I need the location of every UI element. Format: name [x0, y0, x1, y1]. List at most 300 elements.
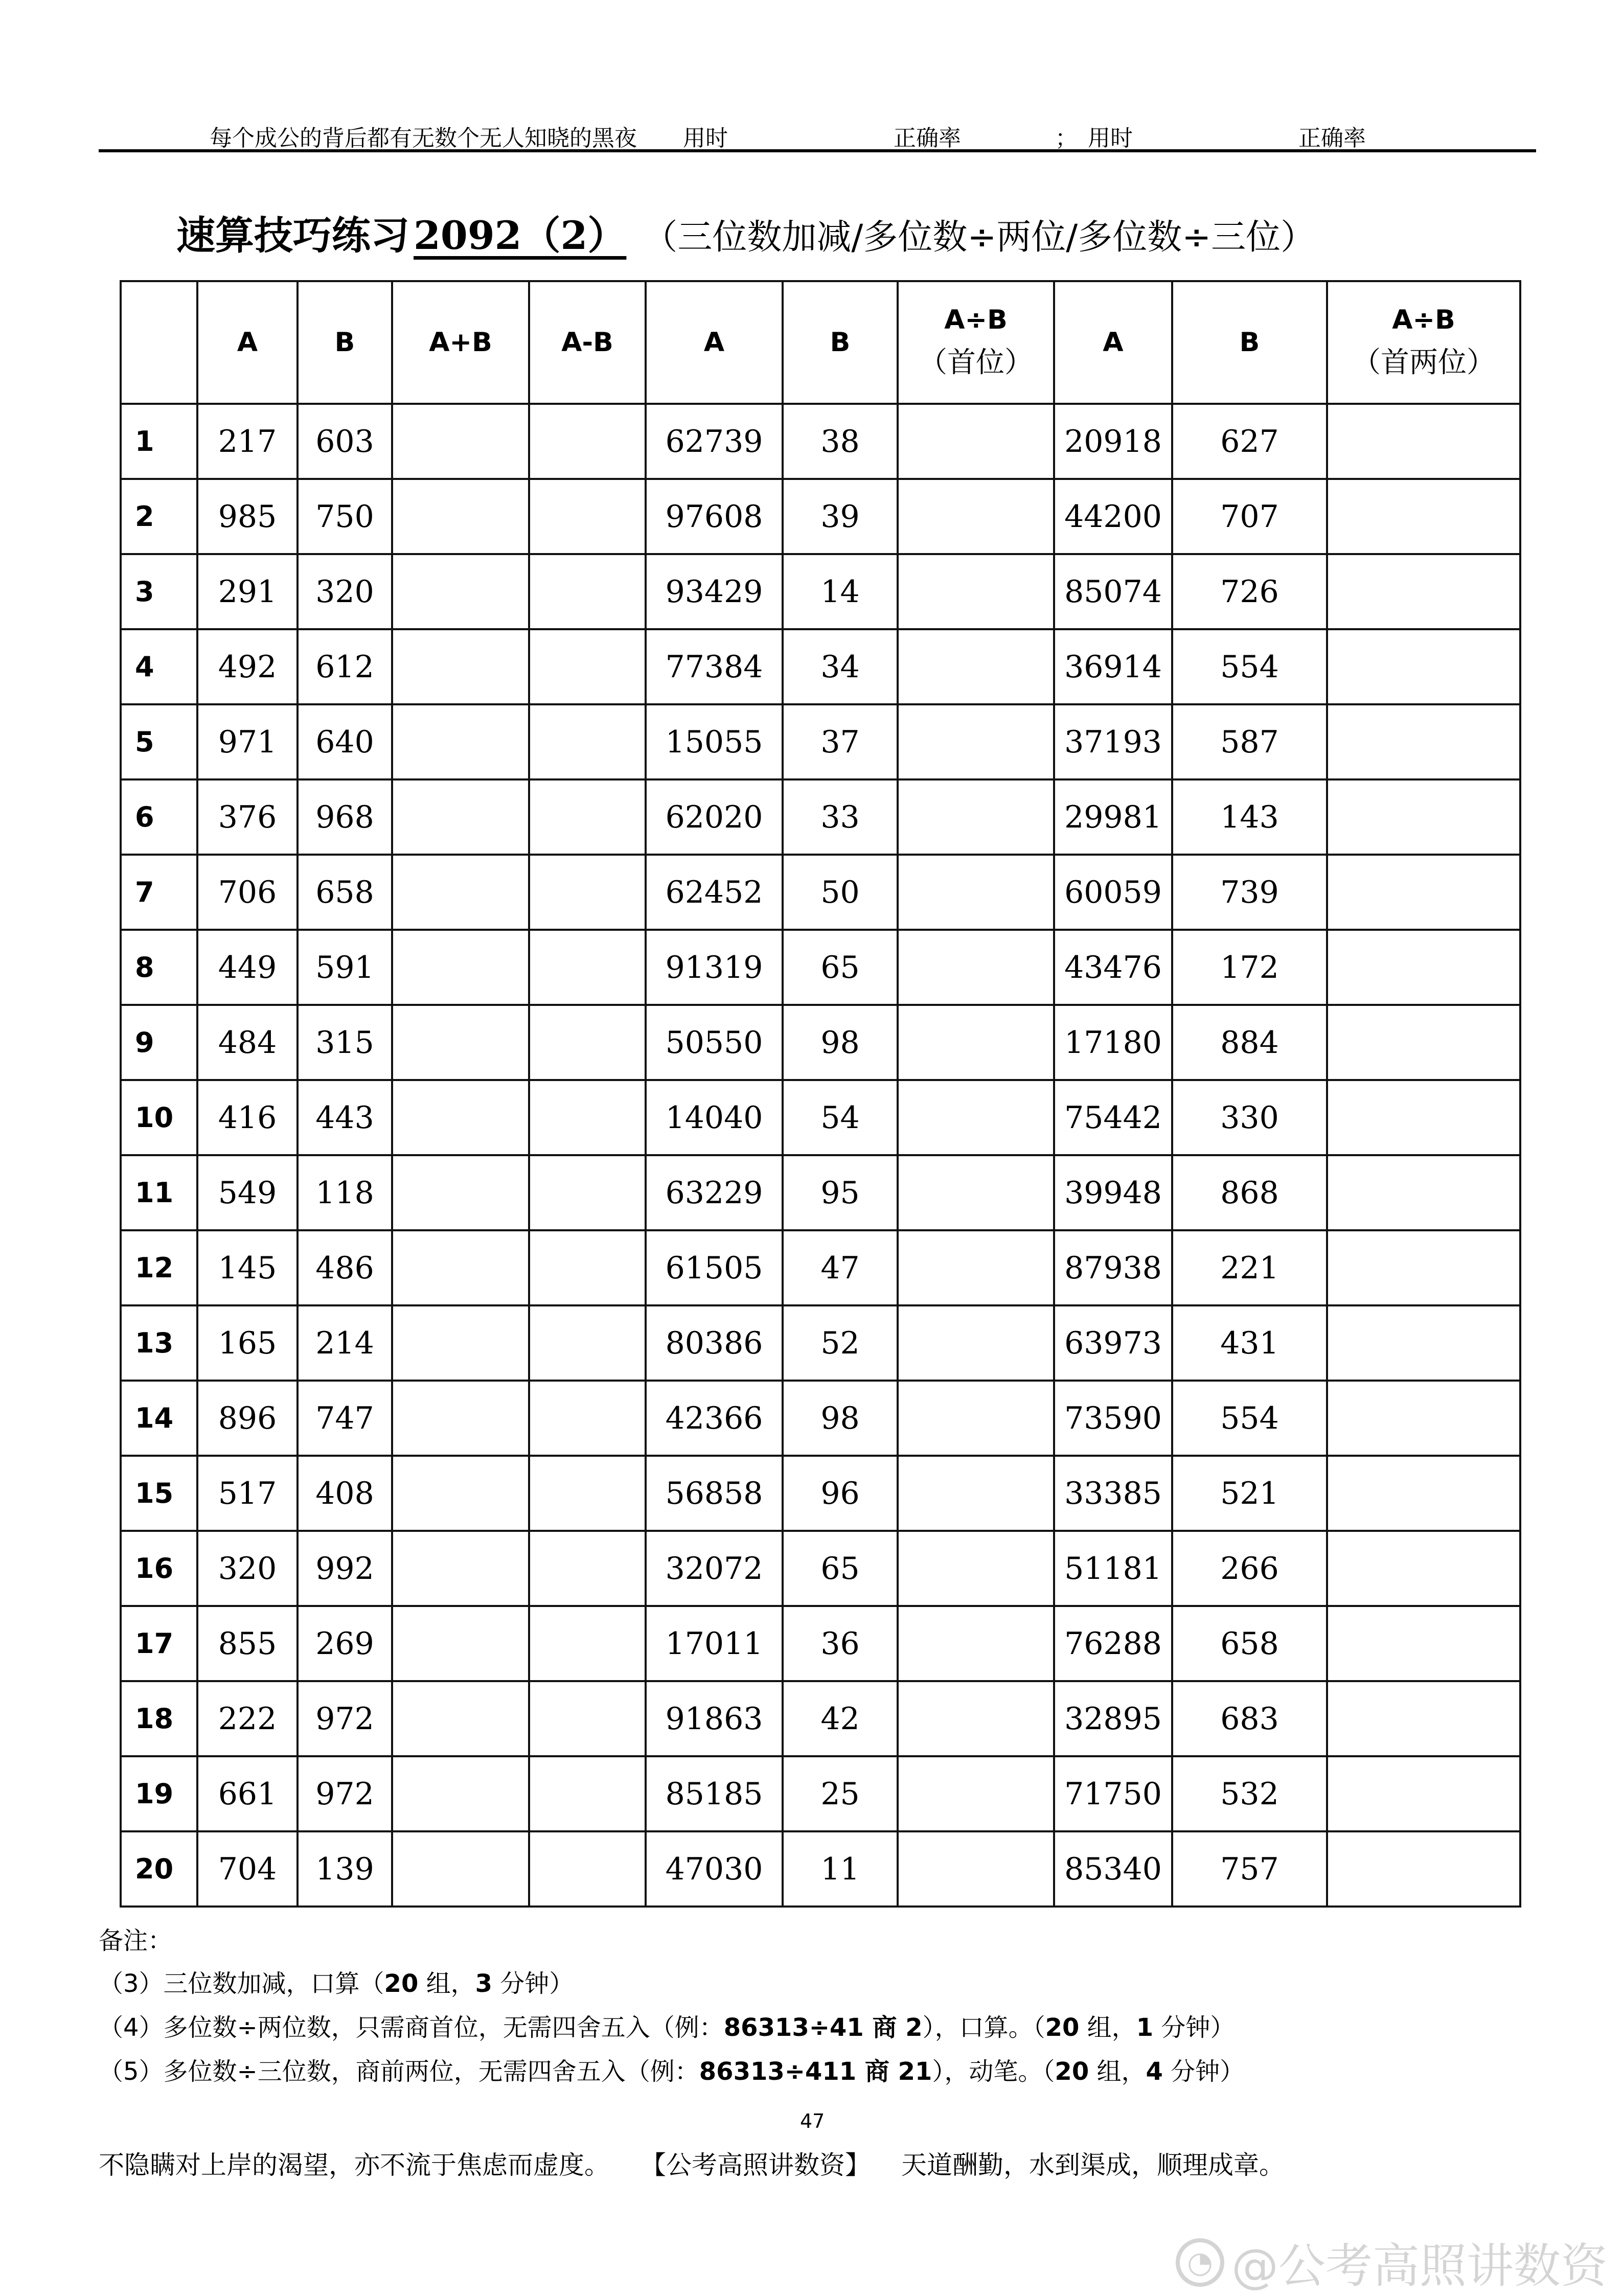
cell-g1-b: 658: [298, 855, 392, 930]
note-3-text: 组，: [418, 1969, 475, 1998]
cell-answer-div-first-digit[interactable]: [898, 1005, 1054, 1080]
cell-g1-a: 985: [197, 479, 298, 554]
cell-answer-diff[interactable]: [529, 1831, 646, 1907]
note-5-text: 组，: [1089, 2057, 1146, 2086]
cell-answer-diff[interactable]: [529, 404, 646, 479]
col-header-g2-b: B: [783, 281, 898, 404]
cell-g2-b: 37: [783, 704, 898, 779]
col-header-index: [121, 281, 197, 404]
cell-row-index: 19: [121, 1756, 197, 1831]
page-number: 47: [800, 2110, 825, 2132]
col-header-g2-div: [898, 281, 1054, 404]
cell-answer-div-first-two-digits[interactable]: [1327, 629, 1520, 704]
cell-g1-a: 492: [197, 629, 298, 704]
cell-g2-b: 11: [783, 1831, 898, 1907]
cell-answer-sum[interactable]: [392, 779, 529, 855]
table-row: [121, 1155, 1520, 1230]
cell-g3-a: 76288: [1054, 1606, 1172, 1681]
cell-answer-sum[interactable]: [392, 1155, 529, 1230]
cell-g2-b: 95: [783, 1155, 898, 1230]
cell-g2-a: 50550: [646, 1005, 783, 1080]
cell-answer-div-first-digit[interactable]: [898, 1606, 1054, 1681]
cell-g2-a: 85185: [646, 1756, 783, 1831]
cell-g3-a: 37193: [1054, 704, 1172, 779]
cell-g2-b: 39: [783, 479, 898, 554]
cell-answer-div-first-two-digits[interactable]: [1327, 779, 1520, 855]
cell-answer-diff[interactable]: [529, 1756, 646, 1831]
cell-answer-diff[interactable]: [529, 779, 646, 855]
note-3: [99, 1964, 574, 1999]
cell-answer-div-first-two-digits[interactable]: [1327, 1831, 1520, 1907]
cell-answer-diff[interactable]: [529, 1531, 646, 1606]
col-header-g2-a: A: [646, 281, 783, 404]
cell-row-index: 20: [121, 1831, 197, 1907]
cell-g1-b: 612: [298, 629, 392, 704]
table-row: [121, 1080, 1520, 1155]
cell-answer-div-first-digit[interactable]: [898, 1681, 1054, 1756]
table-row: [121, 779, 1520, 855]
cell-answer-div-first-digit[interactable]: [898, 704, 1054, 779]
cell-answer-div-first-digit[interactable]: [898, 1155, 1054, 1230]
cell-g3-a: 36914: [1054, 629, 1172, 704]
table-row: [121, 930, 1520, 1005]
cell-answer-sum[interactable]: [392, 1756, 529, 1831]
cell-g3-b: 554: [1172, 629, 1327, 704]
cell-g2-a: 14040: [646, 1080, 783, 1155]
cell-g3-a: 63973: [1054, 1305, 1172, 1381]
cell-g1-a: 145: [197, 1230, 298, 1305]
cell-answer-div-first-digit[interactable]: [898, 1831, 1054, 1907]
cell-g3-b: 521: [1172, 1456, 1327, 1531]
col-header-g3-div-label: A÷B: [1392, 305, 1455, 336]
cell-g2-a: 42366: [646, 1381, 783, 1456]
cell-g1-b: 603: [298, 404, 392, 479]
cell-row-index: 15: [121, 1456, 197, 1531]
cell-g3-b: 221: [1172, 1230, 1327, 1305]
cell-g2-a: 56858: [646, 1456, 783, 1531]
cell-row-index: 12: [121, 1230, 197, 1305]
cell-answer-div-first-two-digits[interactable]: [1327, 1606, 1520, 1681]
cell-g3-a: 20918: [1054, 404, 1172, 479]
cell-answer-diff[interactable]: [529, 1381, 646, 1456]
cell-answer-sum[interactable]: [392, 629, 529, 704]
page-footer: [99, 2145, 1315, 2182]
cell-g3-a: 44200: [1054, 479, 1172, 554]
cell-answer-sum[interactable]: [392, 1381, 529, 1456]
cell-g2-a: 91319: [646, 930, 783, 1005]
col-header-g2-div-label: A÷B: [944, 305, 1008, 336]
cell-g1-b: 486: [298, 1230, 392, 1305]
cell-answer-div-first-digit[interactable]: [898, 479, 1054, 554]
cell-answer-div-first-digit[interactable]: [898, 404, 1054, 479]
cell-g3-b: 884: [1172, 1005, 1327, 1080]
watermark-text: @公考高照讲数资: [1231, 2239, 1608, 2293]
cell-g2-b: 47: [783, 1230, 898, 1305]
cell-g3-a: 51181: [1054, 1531, 1172, 1606]
cell-g2-a: 97608: [646, 479, 783, 554]
table-row: [121, 1456, 1520, 1531]
cell-g2-b: 33: [783, 779, 898, 855]
cell-answer-diff[interactable]: [529, 1606, 646, 1681]
cell-answer-div-first-two-digits[interactable]: [1327, 1756, 1520, 1831]
cell-g1-a: 661: [197, 1756, 298, 1831]
cell-g1-a: 704: [197, 1831, 298, 1907]
cell-g2-b: 65: [783, 930, 898, 1005]
cell-g3-b: 757: [1172, 1831, 1327, 1907]
cell-answer-diff[interactable]: [529, 554, 646, 629]
cell-answer-sum[interactable]: [392, 855, 529, 930]
cell-row-index: 5: [121, 704, 197, 779]
cell-g3-b: 683: [1172, 1681, 1327, 1756]
cell-g1-b: 269: [298, 1606, 392, 1681]
cell-answer-sum[interactable]: [392, 704, 529, 779]
cell-g1-a: 855: [197, 1606, 298, 1681]
time-label-2: 用时: [1088, 125, 1133, 151]
cell-answer-div-first-digit[interactable]: [898, 1381, 1054, 1456]
cell-g3-b: 739: [1172, 855, 1327, 930]
table-row: [121, 1681, 1520, 1756]
cell-g1-a: 971: [197, 704, 298, 779]
watermark: [1176, 2229, 1608, 2296]
cell-answer-diff[interactable]: [529, 1230, 646, 1305]
cell-g2-a: 17011: [646, 1606, 783, 1681]
table-row: [121, 1381, 1520, 1456]
footer-right: 天道酬勤，水到渠成，顺理成章。: [901, 2150, 1285, 2180]
cell-g2-b: 42: [783, 1681, 898, 1756]
note-4-count: 20: [1045, 2013, 1080, 2042]
cell-answer-sum[interactable]: [392, 404, 529, 479]
cell-g3-b: 143: [1172, 779, 1327, 855]
cell-g1-b: 118: [298, 1155, 392, 1230]
cell-g3-a: 43476: [1054, 930, 1172, 1005]
cell-g2-b: 52: [783, 1305, 898, 1381]
col-header-g1-b: B: [298, 281, 392, 404]
cell-g1-a: 549: [197, 1155, 298, 1230]
practice-table: [120, 280, 1521, 1908]
col-header-g3-a: A: [1054, 281, 1172, 404]
cell-g3-b: 172: [1172, 930, 1327, 1005]
cell-g1-b: 408: [298, 1456, 392, 1531]
cell-g1-a: 165: [197, 1305, 298, 1381]
cell-g3-a: 75442: [1054, 1080, 1172, 1155]
cell-row-index: 6: [121, 779, 197, 855]
cell-g3-a: 87938: [1054, 1230, 1172, 1305]
cell-g2-b: 54: [783, 1080, 898, 1155]
cell-g1-b: 591: [298, 930, 392, 1005]
cell-g3-b: 726: [1172, 554, 1327, 629]
note-5-text: 分钟）: [1162, 2057, 1245, 2086]
cell-row-index: 4: [121, 629, 197, 704]
note-5-count: 20: [1055, 2057, 1089, 2086]
cell-g1-b: 443: [298, 1080, 392, 1155]
cell-g1-a: 416: [197, 1080, 298, 1155]
note-5-minutes: 4: [1146, 2057, 1163, 2086]
table-row: [121, 1831, 1520, 1907]
header-motto: 每个成公的背后都有无数个无人知晓的黑夜: [210, 125, 637, 151]
table-row: [121, 704, 1520, 779]
table-row: [121, 1531, 1520, 1606]
cell-g2-a: 15055: [646, 704, 783, 779]
table-row: [121, 629, 1520, 704]
cell-answer-sum[interactable]: [392, 1681, 529, 1756]
cell-g1-b: 750: [298, 479, 392, 554]
table-row: [121, 1230, 1520, 1305]
cell-g3-b: 658: [1172, 1606, 1327, 1681]
cell-g3-b: 554: [1172, 1381, 1327, 1456]
page-title: [176, 204, 1505, 260]
table-row: [121, 1606, 1520, 1681]
cell-g2-a: 80386: [646, 1305, 783, 1381]
cell-answer-diff[interactable]: [529, 629, 646, 704]
note-4: [99, 2008, 1235, 2043]
cell-answer-div-first-two-digits[interactable]: [1327, 1531, 1520, 1606]
cell-answer-diff[interactable]: [529, 1305, 646, 1381]
cell-g2-b: 25: [783, 1756, 898, 1831]
cell-answer-diff[interactable]: [529, 1080, 646, 1155]
cell-g3-a: 73590: [1054, 1381, 1172, 1456]
cell-answer-diff[interactable]: [529, 1155, 646, 1230]
cell-answer-diff[interactable]: [529, 1681, 646, 1756]
cell-row-index: 18: [121, 1681, 197, 1756]
weibo-logo-icon: ◔: [1176, 2238, 1224, 2287]
cell-g2-b: 34: [783, 629, 898, 704]
note-3-text: （3）三位数加减，口算（: [99, 1969, 384, 1998]
cell-g3-a: 33385: [1054, 1456, 1172, 1531]
cell-g2-a: 93429: [646, 554, 783, 629]
cell-answer-div-first-two-digits[interactable]: [1327, 404, 1520, 479]
cell-g2-b: 14: [783, 554, 898, 629]
cell-answer-div-first-two-digits[interactable]: [1327, 1080, 1520, 1155]
cell-g1-b: 214: [298, 1305, 392, 1381]
cell-answer-diff[interactable]: [529, 1005, 646, 1080]
cell-g1-a: 484: [197, 1005, 298, 1080]
cell-g1-b: 640: [298, 704, 392, 779]
cell-g3-a: 29981: [1054, 779, 1172, 855]
cell-answer-div-first-two-digits[interactable]: [1327, 1230, 1520, 1305]
cell-g2-b: 65: [783, 1531, 898, 1606]
header-separator: ；: [1055, 125, 1078, 151]
col-header-g1-diff: A-B: [529, 281, 646, 404]
accuracy-label-1: 正确率: [894, 125, 961, 151]
table-row: [121, 404, 1520, 479]
col-header-g3-b: B: [1172, 281, 1327, 404]
note-5: [99, 2052, 1244, 2087]
cell-g1-a: 217: [197, 404, 298, 479]
note-5-text: （5）多位数÷三位数，商前两位，无需四舍五入（例：: [99, 2057, 699, 2086]
cell-answer-div-first-two-digits[interactable]: [1327, 1681, 1520, 1756]
title-code: 2092（2）: [414, 213, 627, 258]
cell-g2-a: 91863: [646, 1681, 783, 1756]
cell-g2-b: 98: [783, 1381, 898, 1456]
cell-row-index: 14: [121, 1381, 197, 1456]
cell-g3-b: 627: [1172, 404, 1327, 479]
col-header-g3-div-note: （首两位）: [1352, 346, 1495, 379]
cell-g1-b: 315: [298, 1005, 392, 1080]
cell-g2-b: 50: [783, 855, 898, 930]
note-4-minutes: 1: [1136, 2013, 1154, 2042]
title-main: 速算技巧练习: [176, 213, 409, 258]
cell-answer-sum[interactable]: [392, 1230, 529, 1305]
col-header-g3-div: [1327, 281, 1520, 404]
cell-g2-a: 47030: [646, 1831, 783, 1907]
cell-g1-a: 222: [197, 1681, 298, 1756]
cell-g1-a: 706: [197, 855, 298, 930]
cell-row-index: 11: [121, 1155, 197, 1230]
cell-g3-a: 71750: [1054, 1756, 1172, 1831]
cell-row-index: 3: [121, 554, 197, 629]
cell-g1-b: 972: [298, 1681, 392, 1756]
cell-answer-sum[interactable]: [392, 1531, 529, 1606]
cell-answer-div-first-two-digits[interactable]: [1327, 1381, 1520, 1456]
cell-answer-diff[interactable]: [529, 479, 646, 554]
running-header: [210, 117, 1539, 152]
cell-row-index: 1: [121, 404, 197, 479]
cell-g1-a: 517: [197, 1456, 298, 1531]
cell-g2-b: 38: [783, 404, 898, 479]
cell-answer-div-first-two-digits[interactable]: [1327, 1456, 1520, 1531]
cell-g3-a: 60059: [1054, 855, 1172, 930]
footer-brand: 【公考高照讲数资】: [641, 2150, 871, 2180]
cell-answer-sum[interactable]: [392, 1005, 529, 1080]
cell-answer-diff[interactable]: [529, 1456, 646, 1531]
cell-answer-div-first-two-digits[interactable]: [1327, 1155, 1520, 1230]
cell-g2-a: 77384: [646, 629, 783, 704]
cell-row-index: 2: [121, 479, 197, 554]
table-row: [121, 855, 1520, 930]
cell-row-index: 7: [121, 855, 197, 930]
cell-answer-div-first-two-digits[interactable]: [1327, 554, 1520, 629]
cell-g2-a: 63229: [646, 1155, 783, 1230]
cell-g1-a: 320: [197, 1531, 298, 1606]
note-3-minutes: 3: [475, 1969, 493, 1998]
cell-answer-div-first-digit[interactable]: [898, 554, 1054, 629]
cell-answer-sum[interactable]: [392, 1831, 529, 1907]
note-3-count: 20: [384, 1969, 419, 1998]
col-header-g1-sum: A+B: [392, 281, 529, 404]
cell-g1-a: 449: [197, 930, 298, 1005]
cell-answer-div-first-two-digits[interactable]: [1327, 930, 1520, 1005]
cell-row-index: 8: [121, 930, 197, 1005]
cell-g3-b: 330: [1172, 1080, 1327, 1155]
cell-answer-div-first-digit[interactable]: [898, 1456, 1054, 1531]
cell-g3-a: 85074: [1054, 554, 1172, 629]
cell-g1-b: 992: [298, 1531, 392, 1606]
note-5-text: ），动笔。（: [932, 2057, 1055, 2086]
cell-g1-b: 139: [298, 1831, 392, 1907]
cell-g3-b: 587: [1172, 704, 1327, 779]
cell-answer-div-first-digit[interactable]: [898, 1305, 1054, 1381]
cell-answer-sum[interactable]: [392, 930, 529, 1005]
table-row: [121, 1305, 1520, 1381]
accuracy-label-2: 正确率: [1298, 125, 1366, 151]
cell-g1-a: 291: [197, 554, 298, 629]
cell-g2-a: 61505: [646, 1230, 783, 1305]
cell-answer-div-first-two-digits[interactable]: [1327, 1005, 1520, 1080]
cell-answer-sum[interactable]: [392, 479, 529, 554]
cell-g2-a: 62020: [646, 779, 783, 855]
notes-title: 备注：: [99, 1926, 173, 1955]
cell-g2-b: 36: [783, 1606, 898, 1681]
col-header-g2-div-note: （首位）: [919, 346, 1033, 379]
table-row: [121, 554, 1520, 629]
cell-g1-b: 747: [298, 1381, 392, 1456]
cell-g1-a: 376: [197, 779, 298, 855]
cell-row-index: 17: [121, 1606, 197, 1681]
cell-answer-div-first-digit[interactable]: [898, 1756, 1054, 1831]
cell-answer-div-first-digit[interactable]: [898, 1531, 1054, 1606]
cell-answer-div-first-digit[interactable]: [898, 855, 1054, 930]
cell-g3-a: 17180: [1054, 1005, 1172, 1080]
cell-answer-div-first-digit[interactable]: [898, 1080, 1054, 1155]
cell-g3-a: 39948: [1054, 1155, 1172, 1230]
cell-row-index: 10: [121, 1080, 197, 1155]
cell-answer-sum[interactable]: [392, 1080, 529, 1155]
cell-row-index: 9: [121, 1005, 197, 1080]
note-5-example: 86313÷411 商 21: [699, 2057, 932, 2086]
cell-g1-b: 968: [298, 779, 392, 855]
cell-row-index: 13: [121, 1305, 197, 1381]
table-row: [121, 1005, 1520, 1080]
header-rule: [99, 149, 1536, 152]
cell-g1-a: 896: [197, 1381, 298, 1456]
cell-g3-b: 707: [1172, 479, 1327, 554]
cell-g1-b: 320: [298, 554, 392, 629]
cell-answer-diff[interactable]: [529, 930, 646, 1005]
note-3-text: 分钟）: [492, 1969, 574, 1998]
cell-answer-div-first-two-digits[interactable]: [1327, 704, 1520, 779]
cell-g2-a: 32072: [646, 1531, 783, 1606]
cell-answer-sum[interactable]: [392, 1456, 529, 1531]
note-4-text: 组，: [1079, 2013, 1136, 2042]
title-subtitle: （三位数加减/多位数÷两位/多位数÷三位）: [643, 217, 1316, 258]
table-row: [121, 479, 1520, 554]
cell-answer-div-first-digit[interactable]: [898, 779, 1054, 855]
cell-g2-b: 96: [783, 1456, 898, 1531]
cell-g2-a: 62452: [646, 855, 783, 930]
cell-answer-sum[interactable]: [392, 554, 529, 629]
col-header-g1-a: A: [197, 281, 298, 404]
time-label-1: 用时: [683, 125, 728, 151]
cell-answer-diff[interactable]: [529, 704, 646, 779]
note-4-text: 分钟）: [1153, 2013, 1235, 2042]
footer-left: 不隐瞒对上岸的渴望，亦不流于焦虑而虚度。: [99, 2150, 610, 2180]
cell-answer-div-first-two-digits[interactable]: [1327, 1305, 1520, 1381]
table-header-row: [121, 281, 1520, 404]
table-row: [121, 1756, 1520, 1831]
cell-answer-div-first-two-digits[interactable]: [1327, 479, 1520, 554]
cell-answer-sum[interactable]: [392, 1305, 529, 1381]
cell-answer-div-first-digit[interactable]: [898, 629, 1054, 704]
cell-answer-sum[interactable]: [392, 1606, 529, 1681]
cell-g2-b: 98: [783, 1005, 898, 1080]
cell-g3-b: 868: [1172, 1155, 1327, 1230]
cell-row-index: 16: [121, 1531, 197, 1606]
cell-g2-a: 62739: [646, 404, 783, 479]
cell-g1-b: 972: [298, 1756, 392, 1831]
cell-g3-b: 431: [1172, 1305, 1327, 1381]
note-4-text: ），口算。（: [922, 2013, 1045, 2042]
cell-g3-a: 32895: [1054, 1681, 1172, 1756]
cell-g3-b: 532: [1172, 1756, 1327, 1831]
cell-g3-b: 266: [1172, 1531, 1327, 1606]
cell-answer-diff[interactable]: [529, 855, 646, 930]
cell-answer-div-first-digit[interactable]: [898, 930, 1054, 1005]
note-4-example: 86313÷41 商 2: [723, 2013, 923, 2042]
note-4-text: （4）多位数÷两位数，只需商首位，无需四舍五入（例：: [99, 2013, 724, 2042]
cell-answer-div-first-two-digits[interactable]: [1327, 855, 1520, 930]
cell-g3-a: 85340: [1054, 1831, 1172, 1907]
cell-answer-div-first-digit[interactable]: [898, 1230, 1054, 1305]
